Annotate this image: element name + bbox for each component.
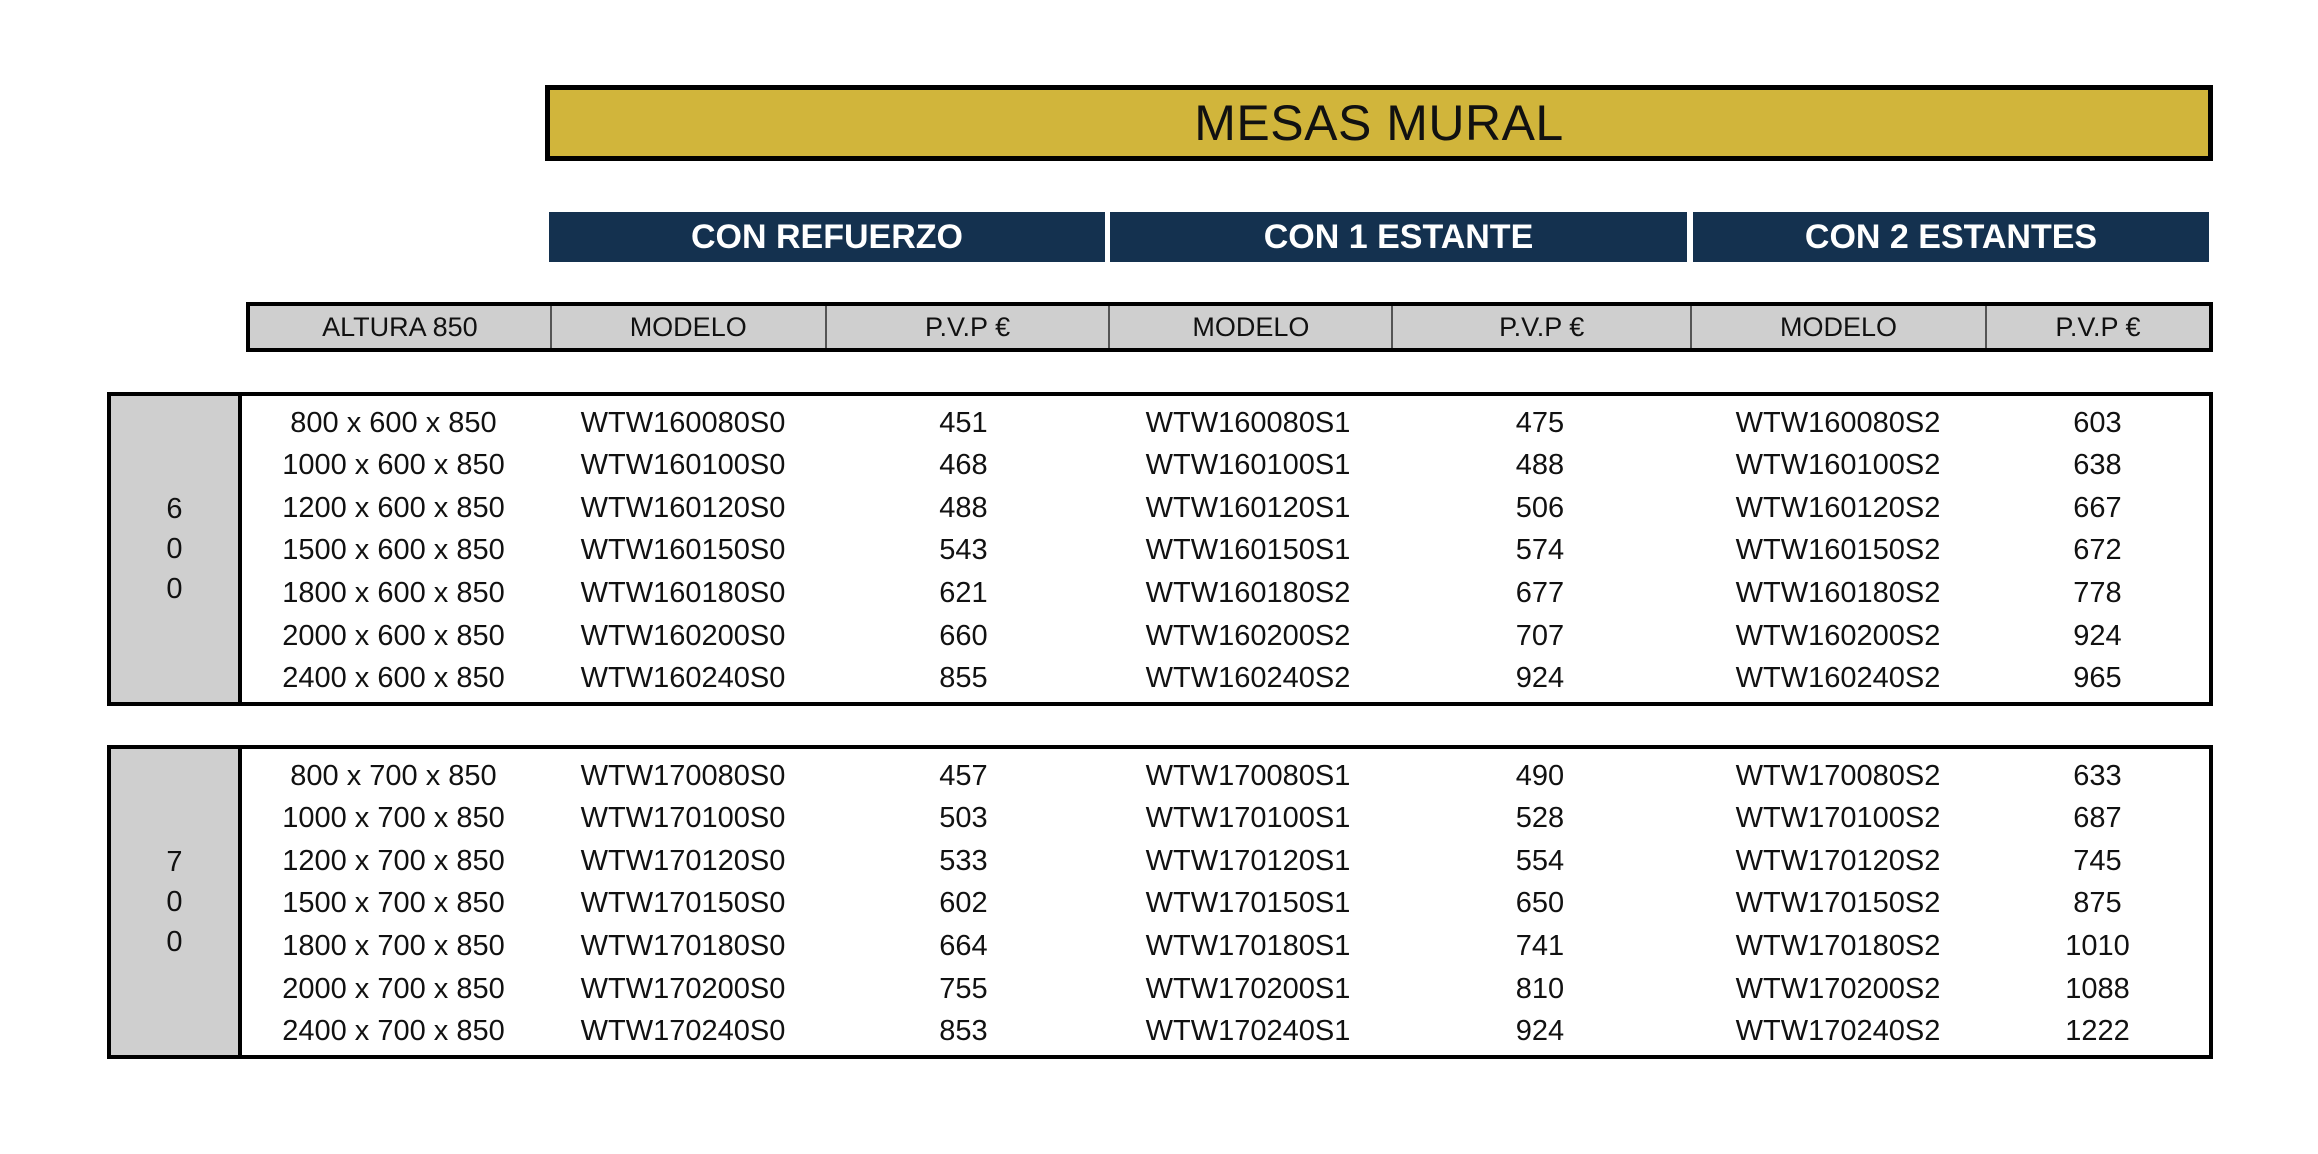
cell-pvp: 506 <box>1515 491 1565 524</box>
cell-pvp: 602 <box>939 887 988 920</box>
cell-pvp: 875 <box>2073 887 2122 920</box>
cell-pvp: 741 <box>1515 930 1565 963</box>
cell-modelo: WTW170120S0 <box>580 844 786 877</box>
cell-modelo: WTW160180S2 <box>1145 577 1351 610</box>
cell-modelo: WTW160150S0 <box>580 534 786 567</box>
table-row <box>242 968 2209 1010</box>
cell-modelo: WTW170240S2 <box>1735 1015 1941 1048</box>
cell-pvp: 503 <box>939 802 988 835</box>
section-label: 7 0 0 <box>111 749 242 1055</box>
cell-modelo: WTW160120S1 <box>1145 491 1351 524</box>
cell-modelo: WTW170200S1 <box>1145 972 1351 1005</box>
cell-pvp: 855 <box>939 662 988 695</box>
cell-pvp: 574 <box>1515 534 1565 567</box>
cell-pvp: 667 <box>2073 491 2122 524</box>
cell-dimensions: 1000 x 700 x 850 <box>282 802 505 835</box>
cell-pvp: 490 <box>1515 759 1565 792</box>
cell-modelo: WTW160150S2 <box>1735 534 1941 567</box>
column-header-row <box>246 302 2213 352</box>
cell-modelo: WTW160240S2 <box>1145 662 1351 695</box>
cell-pvp: 475 <box>1515 406 1565 439</box>
table-row <box>242 840 2209 882</box>
cell-pvp: 468 <box>939 449 988 482</box>
cell-dimensions: 2400 x 600 x 850 <box>282 662 505 695</box>
cell-pvp: 778 <box>2073 577 2122 610</box>
cell-pvp: 457 <box>939 759 988 792</box>
section-label: 6 0 0 <box>111 396 242 702</box>
table-row <box>242 487 2209 529</box>
section-700 <box>107 745 2213 1059</box>
cell-modelo: WTW170100S2 <box>1735 802 1941 835</box>
column-header-pvp: P.V.P € <box>1393 306 1692 348</box>
cell-modelo: WTW160080S2 <box>1735 406 1941 439</box>
cell-pvp: 924 <box>1515 1015 1565 1048</box>
cell-pvp: 528 <box>1515 802 1565 835</box>
cell-modelo: WTW170180S0 <box>580 930 786 963</box>
cell-dimensions: 1500 x 600 x 850 <box>282 534 505 567</box>
cell-modelo: WTW170180S1 <box>1145 930 1351 963</box>
cell-pvp: 755 <box>939 972 988 1005</box>
cell-modelo: WTW160150S1 <box>1145 534 1351 567</box>
cell-dimensions: 1500 x 700 x 850 <box>282 887 505 920</box>
cell-modelo: WTW170150S1 <box>1145 887 1351 920</box>
cell-pvp: 554 <box>1515 844 1565 877</box>
table-row <box>242 615 2209 657</box>
cell-pvp: 533 <box>939 844 988 877</box>
cell-pvp: 664 <box>939 930 988 963</box>
cell-modelo: WTW160100S0 <box>580 449 786 482</box>
cell-modelo: WTW170200S2 <box>1735 972 1941 1005</box>
cell-pvp: 488 <box>939 491 988 524</box>
group-header-con-refuerzo: CON REFUERZO <box>549 212 1105 262</box>
cell-modelo: WTW160180S2 <box>1735 577 1941 610</box>
table-row <box>242 798 2209 840</box>
cell-modelo: WTW160120S0 <box>580 491 786 524</box>
cell-modelo: WTW170240S1 <box>1145 1015 1351 1048</box>
cell-modelo: WTW170080S0 <box>580 759 786 792</box>
cell-modelo: WTW170150S2 <box>1735 887 1941 920</box>
cell-pvp: 638 <box>2073 449 2122 482</box>
cell-modelo: WTW160240S0 <box>580 662 786 695</box>
cell-pvp: 965 <box>2073 662 2122 695</box>
cell-dimensions: 1200 x 600 x 850 <box>282 491 505 524</box>
column-header-altura: ALTURA 850 <box>250 306 552 348</box>
column-header-modelo: MODELO <box>1110 306 1393 348</box>
cell-pvp: 687 <box>2073 802 2122 835</box>
section-600 <box>107 392 2213 706</box>
cell-pvp: 633 <box>2073 759 2122 792</box>
cell-pvp: 451 <box>939 406 988 439</box>
cell-pvp: 660 <box>939 619 988 652</box>
cell-dimensions: 1800 x 700 x 850 <box>282 930 505 963</box>
cell-pvp: 672 <box>2073 534 2122 567</box>
table-row <box>242 926 2209 968</box>
cell-modelo: WTW160080S1 <box>1145 406 1351 439</box>
cell-pvp: 1222 <box>2065 1015 2130 1048</box>
cell-modelo: WTW170240S0 <box>580 1015 786 1048</box>
table-row <box>242 658 2209 700</box>
cell-pvp: 1010 <box>2065 930 2130 963</box>
table-row <box>242 530 2209 572</box>
cell-dimensions: 1800 x 600 x 850 <box>282 577 505 610</box>
section-rows <box>242 396 2209 702</box>
cell-modelo: WTW170180S2 <box>1735 930 1941 963</box>
table-row <box>242 445 2209 487</box>
cell-modelo: WTW170200S0 <box>580 972 786 1005</box>
cell-modelo: WTW170080S2 <box>1735 759 1941 792</box>
cell-dimensions: 2000 x 600 x 850 <box>282 619 505 652</box>
cell-modelo: WTW170150S0 <box>580 887 786 920</box>
cell-modelo: WTW170100S1 <box>1145 802 1351 835</box>
cell-pvp: 853 <box>939 1015 988 1048</box>
table-row <box>242 755 2209 797</box>
cell-pvp: 488 <box>1515 449 1565 482</box>
cell-pvp: 677 <box>1515 577 1565 610</box>
cell-pvp: 603 <box>2073 406 2122 439</box>
table-row <box>242 1011 2209 1053</box>
cell-pvp: 924 <box>1515 662 1565 695</box>
cell-modelo: WTW170080S1 <box>1145 759 1351 792</box>
column-header-pvp: P.V.P € <box>827 306 1111 348</box>
group-header-con-2-estantes: CON 2 ESTANTES <box>1693 212 2209 262</box>
cell-modelo: WTW170120S2 <box>1735 844 1941 877</box>
cell-dimensions: 2000 x 700 x 850 <box>282 972 505 1005</box>
cell-dimensions: 800 x 700 x 850 <box>290 759 497 792</box>
cell-modelo: WTW170120S1 <box>1145 844 1351 877</box>
cell-pvp: 543 <box>939 534 988 567</box>
cell-modelo: WTW160100S2 <box>1735 449 1941 482</box>
cell-pvp: 707 <box>1515 619 1565 652</box>
cell-modelo: WTW160240S2 <box>1735 662 1941 695</box>
cell-pvp: 810 <box>1515 972 1565 1005</box>
cell-dimensions: 1200 x 700 x 850 <box>282 844 505 877</box>
cell-dimensions: 800 x 600 x 850 <box>290 406 497 439</box>
column-header-pvp: P.V.P € <box>2055 311 2141 342</box>
cell-dimensions: 2400 x 700 x 850 <box>282 1015 505 1048</box>
cell-pvp: 650 <box>1515 887 1565 920</box>
cell-pvp: 621 <box>939 577 988 610</box>
group-header-con-1-estante: CON 1 ESTANTE <box>1110 212 1687 262</box>
cell-modelo: WTW160180S0 <box>580 577 786 610</box>
table-row <box>242 573 2209 615</box>
cell-pvp: 745 <box>2073 844 2122 877</box>
cell-modelo: WTW160100S1 <box>1145 449 1351 482</box>
cell-dimensions: 1000 x 600 x 850 <box>282 449 505 482</box>
column-header-modelo: MODELO <box>1692 306 1987 348</box>
cell-modelo: WTW160080S0 <box>580 406 786 439</box>
cell-modelo: WTW160200S0 <box>580 619 786 652</box>
page-title: MESAS MURAL <box>545 85 2213 161</box>
section-rows <box>242 749 2209 1055</box>
cell-modelo: WTW160120S2 <box>1735 491 1941 524</box>
cell-pvp: 1088 <box>2065 972 2130 1005</box>
table-row <box>242 883 2209 925</box>
cell-modelo: WTW160200S2 <box>1735 619 1941 652</box>
column-header-modelo: MODELO <box>552 306 827 348</box>
cell-pvp: 924 <box>2073 619 2122 652</box>
cell-modelo: WTW170100S0 <box>580 802 786 835</box>
cell-modelo: WTW160200S2 <box>1145 619 1351 652</box>
table-row <box>242 402 2209 444</box>
